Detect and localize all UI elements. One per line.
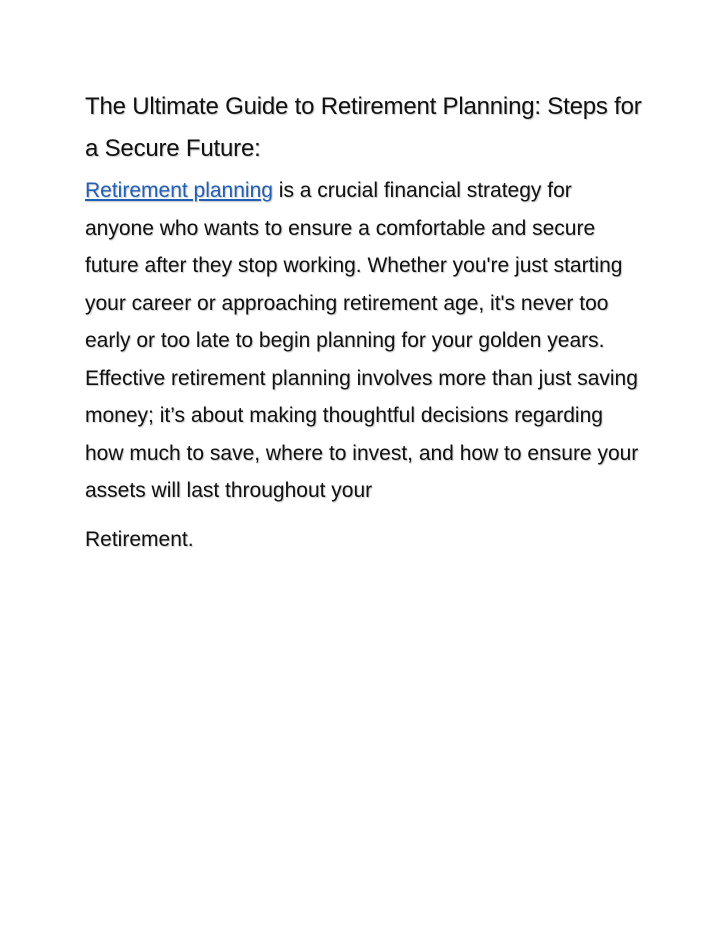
closing-paragraph: Retirement. bbox=[85, 527, 194, 551]
document-content bbox=[85, 86, 645, 558]
retirement-planning-link[interactable]: Retirement planning bbox=[85, 179, 273, 202]
intro-paragraph bbox=[85, 172, 645, 510]
document-title: The Ultimate Guide to Retirement Planning: Steps for a Secure Future: bbox=[85, 93, 642, 162]
intro-paragraph-text: is a crucial financial strategy for anyone who wants to ensure a comfortable and secure future after they stop working. Whether you're just starting your career or approaching retirement age, it's never too early or too late to begin planning for your golden years. Effective retirement planning involves more than just saving money; it’s about making thoughtful decisions regarding how much to save, where to invest, and how to ensure your assets will last throughout your bbox=[85, 179, 639, 502]
